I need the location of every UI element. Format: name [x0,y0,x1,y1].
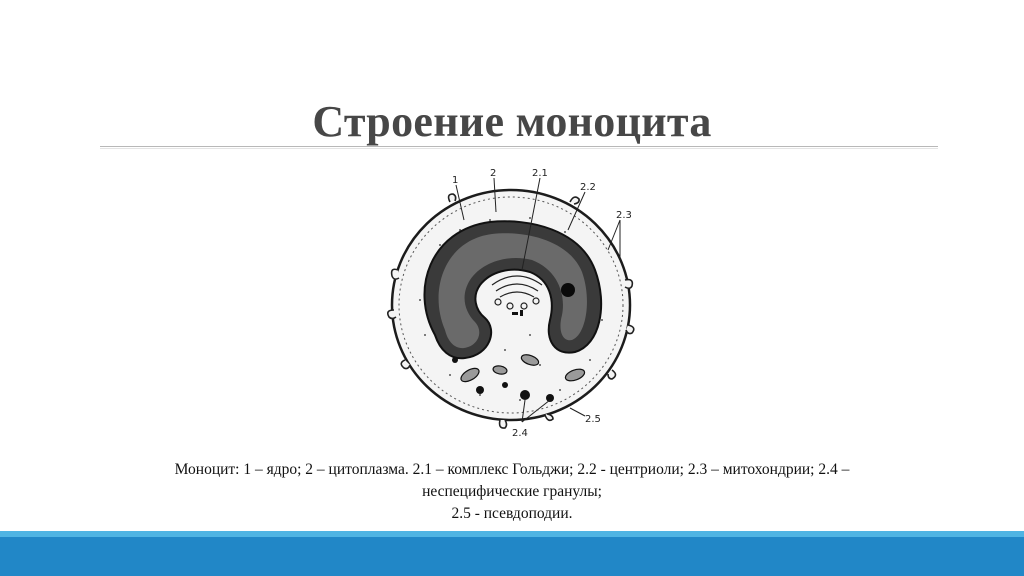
figure-caption [60,459,964,525]
caption-line-3: 2.5 - псевдоподии. [451,505,573,522]
monocyte-diagram [380,160,642,450]
label-2-4: 2.4 [512,428,528,439]
nucleolus [561,283,575,297]
title-divider-shadow [100,148,938,149]
caption-line-2: неспецифические гранулы; [422,483,602,500]
footer-band [0,537,1024,576]
label-2: 2 [490,168,497,179]
label-2-2: 2.2 [580,182,596,193]
slide-title: Строение моноцита [312,97,712,146]
label-2-1: 2.1 [532,168,548,179]
title-divider [100,146,938,147]
label-1: 1 [452,175,459,186]
label-2-5: 2.5 [585,414,601,425]
monocyte-illustration [380,160,642,450]
label-2-3: 2.3 [616,210,632,221]
caption-line-1: Моноцит: 1 – ядро; 2 – цитоплазма. 2.1 – комплекс Гольджи; 2.2 - центриоли; 2.3 – митохондрии; 2.4 – [174,461,850,478]
